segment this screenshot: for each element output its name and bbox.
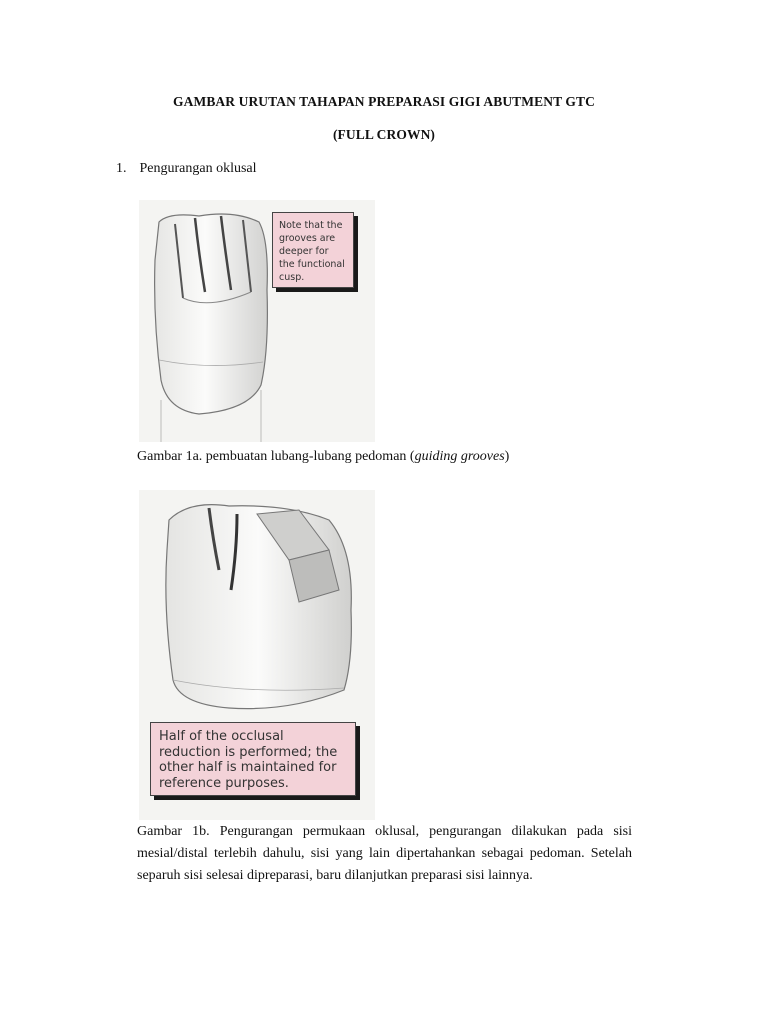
page-title: GAMBAR URUTAN TAHAPAN PREPARASI GIGI ABUTMENT GTC (173, 94, 595, 109)
figure-guiding-grooves (139, 200, 375, 442)
figure1-caption-italic: guiding grooves (414, 449, 505, 464)
callout-grooves-note: Note that the grooves are deeper for the functional cusp. (272, 212, 354, 288)
figure1-caption-suffix: ) (504, 449, 510, 464)
figure-occlusal-reduction (139, 490, 375, 820)
figure2-caption: Gambar 1b. Pengurangan permukaan oklusal, pengurangan dilakukan pada sisi mesial/distal terlebih dahulu, sisi yang lain dipertahankan sebagai pedoman. Setelah separuh sisi selesai dipreparasi, baru dilanjutkan preparasi sisi lainnya. (137, 824, 632, 883)
section-heading (116, 161, 257, 177)
figure1-caption-prefix: Gambar 1a. pembuatan lubang-lubang pedoman ( (137, 449, 415, 464)
page-subtitle: (FULL CROWN) (332, 127, 436, 142)
section-number: 1. (116, 161, 127, 176)
figure1-caption (137, 446, 509, 468)
callout-reduction-note: Half of the occlusal reduction is performed; the other half is maintained for reference purposes. (150, 722, 356, 796)
section-label: Pengurangan oklusal (139, 161, 257, 176)
